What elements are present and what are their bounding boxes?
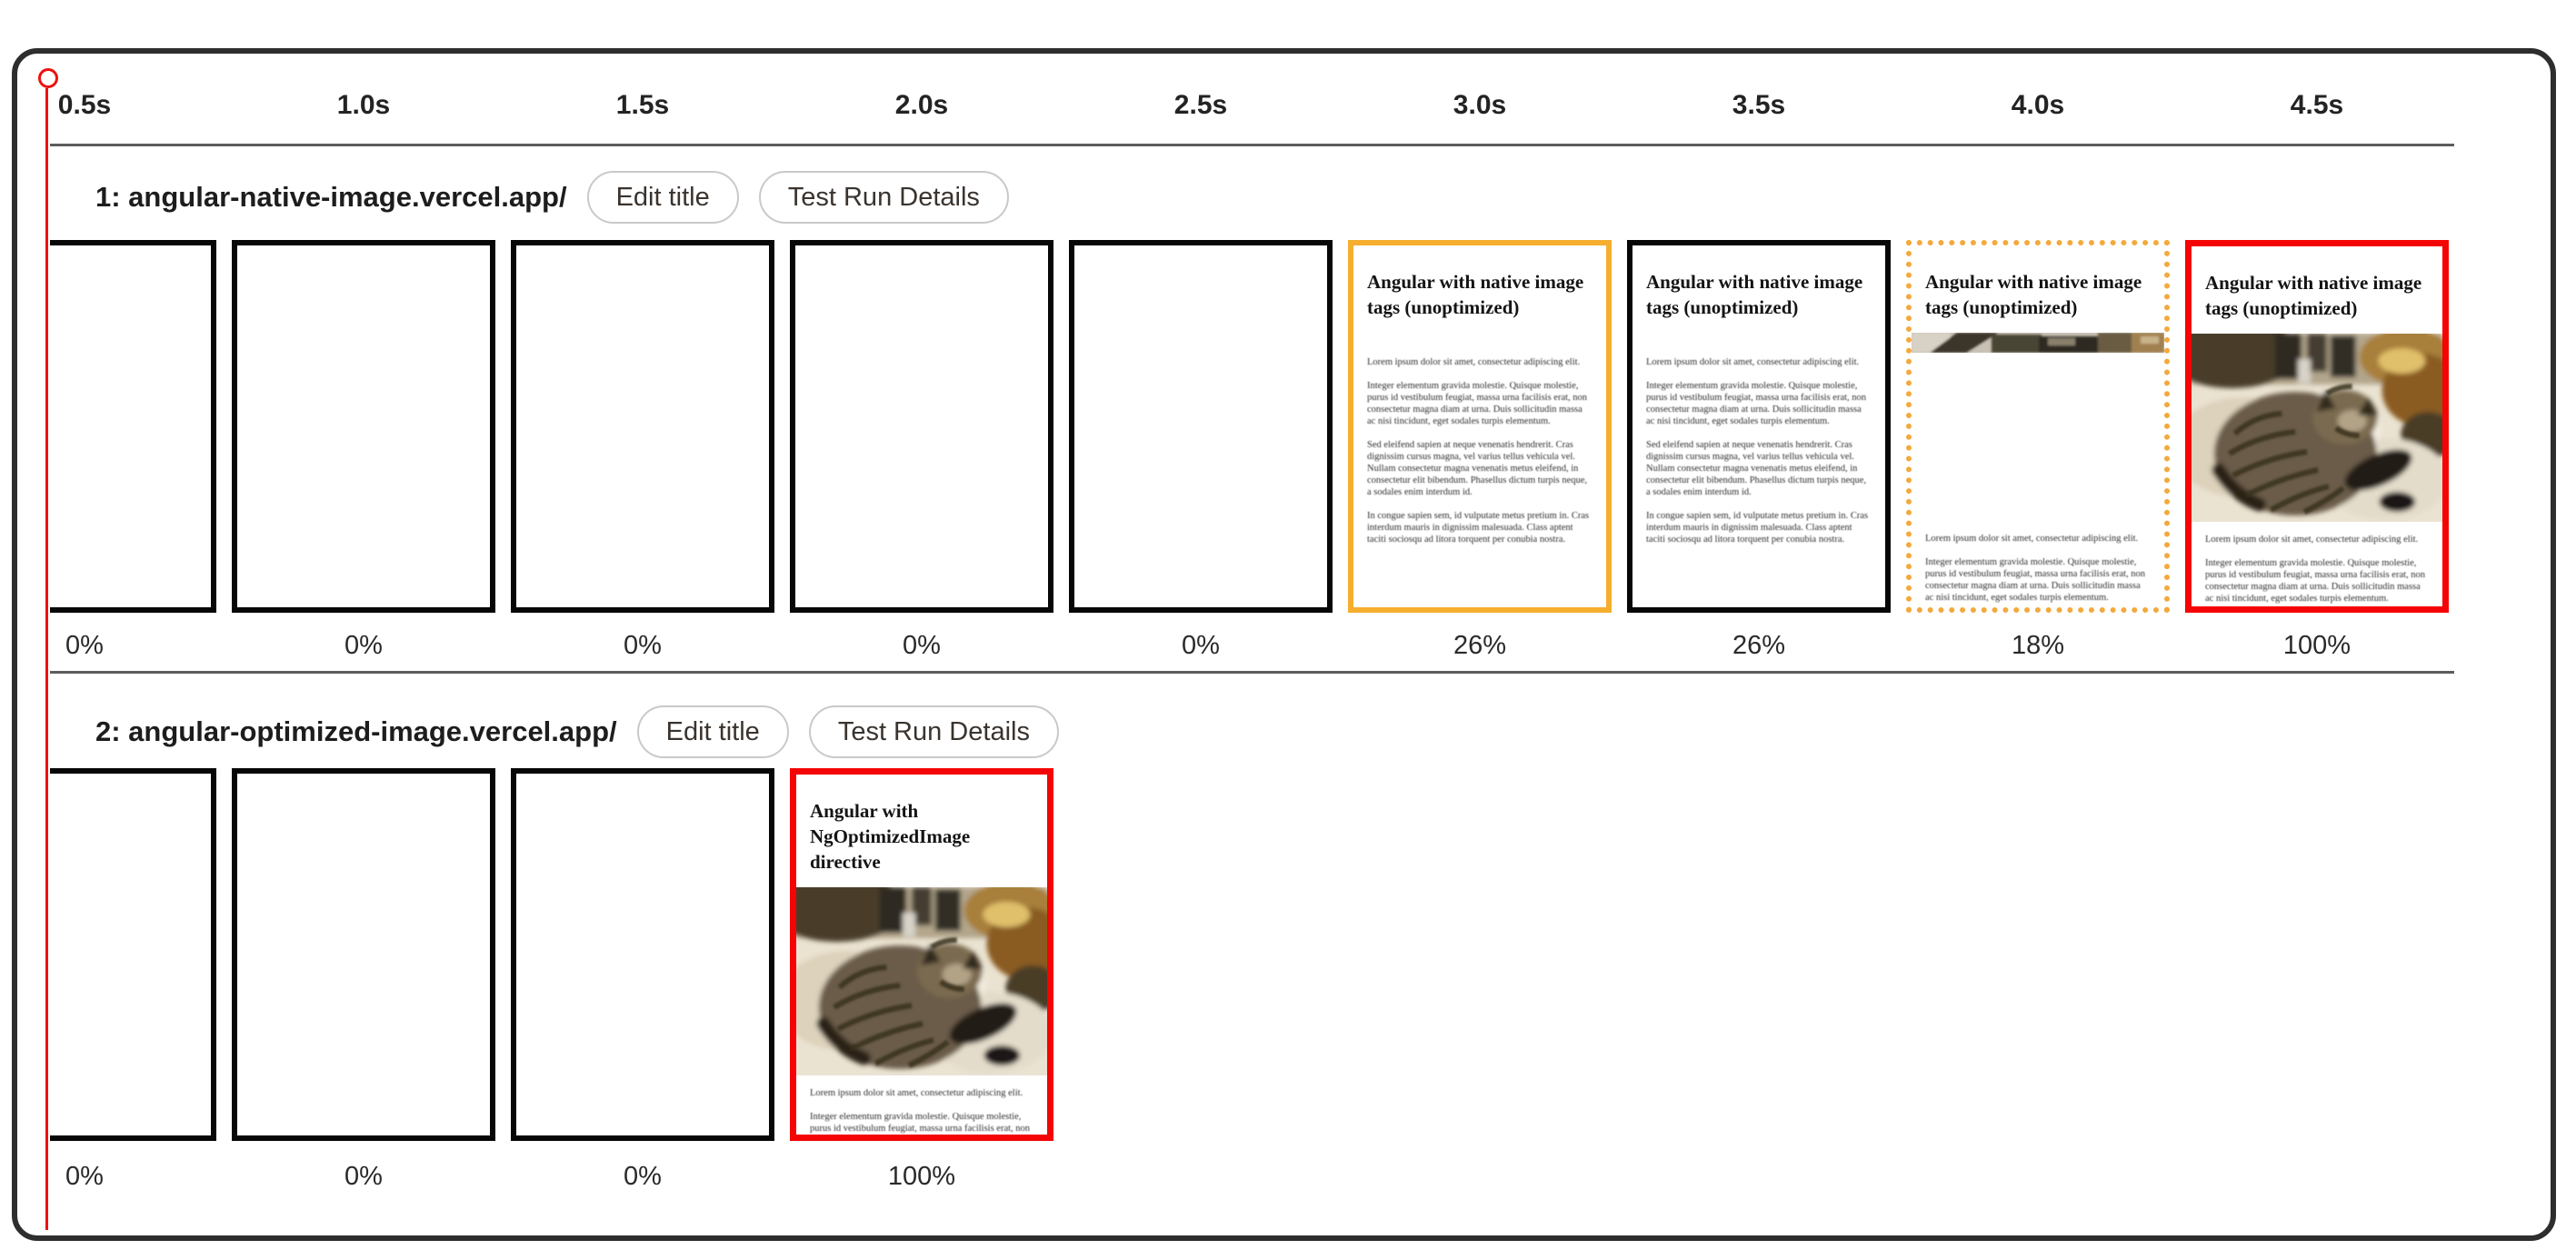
cat-photo [2192,334,2442,522]
thumbnail-heading: Angular with native image tags (unoptimized) [1367,271,1584,318]
thumbnail-heading: Angular with native image tags (unoptimized) [1646,271,1863,318]
thumbnail-paragraph: In congue sapien sem, id vulputate metus pretium in. Cras interdum mauris in dignissim malesuada. Class aptent taciti sociosqu ad litora torquent per conubia nostra. [1646,511,1869,545]
thumbnail-paragraph: Lorem ipsum dolor sit amet, consectetur adipiscing elit. [1367,357,1581,367]
thumbnail-paragraph: Lorem ipsum dolor sit amet, consectetur adipiscing elit. [2205,535,2419,545]
run1-title: 1: angular-native-image.vercel.app/ [95,181,567,213]
thumbnail-paragraph: Sed eleifend sapien at neque venenatis hendrerit. Cras dignissim cursus magna, vel varius tellus vehicula vel. Nullam consectetur magna venenatis metus eleifend, in consectetur elit bibendum. Phasellus dictum turpis neque, a sodales enim interdum id. [1646,440,1867,497]
timeline-axis-line [50,144,2454,146]
visual-progress-label: 26% [1732,631,1786,660]
run2-title: 2: angular-optimized-image.vercel.app/ [95,715,617,747]
time-tick-label: 0.5s [57,90,112,120]
run-separator-line [50,671,2454,674]
filmstrip-frame[interactable] [1627,240,1891,613]
thumbnail-paragraph: Lorem ipsum dolor sit amet, consectetur adipiscing elit. [810,1088,1023,1098]
test-run-details-button[interactable]: Test Run Details [759,171,1009,224]
timeline-cursor-line[interactable] [45,88,48,1230]
visual-progress-label: 0% [624,1162,662,1191]
filmstrip-frame[interactable] [1348,240,1612,613]
thumbnail-paragraph: Sed eleifend sapien at neque venenatis hendrerit. Cras dignissim cursus magna, vel varius tellus vehicula vel. Nullam consectetur magna venenatis metus eleifend, in consectetur elit bibendum. Phasellus dictum turpis neque, a sodales enim interdum id. [1367,440,1588,497]
run1-filmstrip [50,239,2455,615]
filmstrip-frame[interactable] [1069,240,1333,613]
filmstrip-frame[interactable] [511,768,774,1141]
thumbnail-heading: Angular with NgOptimizedImage directive [810,800,971,873]
time-tick-label: 4.0s [2011,90,2065,120]
thumbnail-paragraph: Integer elementum gravida molestie. Quisque molestie, purus id vestibulum feugiat, massa urna facilisis erat, non consectetur magna diam at urna. [810,1112,1031,1141]
thumbnail-paragraph: Integer elementum gravida molestie. Quisque molestie, purus id vestibulum feugiat, massa urna facilisis erat, non consectetur magna diam at urna. Duis sollicitudin massa ac nisi tincidunt, eget sodales turpis elementum. [1646,381,1867,426]
run1-header [95,171,1009,224]
visual-progress-label: 0% [344,1162,383,1191]
filmstrip-frame[interactable] [232,240,495,613]
thumbnail-paragraph: Integer elementum gravida molestie. Quisque molestie, purus id vestibulum feugiat, massa urna facilisis erat, non consectetur magna diam at urna. Duis sollicitudin massa ac nisi tincidunt, eget sodales turpis elementum. [2205,558,2426,604]
filmstrip-frame[interactable] [50,768,216,1141]
visual-progress-label: 0% [65,1162,104,1191]
filmstrip-frame[interactable] [1906,240,2170,613]
thumbnail-paragraph: Integer elementum gravida molestie. Quisque molestie, purus id vestibulum feugiat, massa urna facilisis erat, non consectetur magna diam at urna. Duis sollicitudin massa ac nisi tincidunt, eget sodales turpis elementum. [1367,381,1588,426]
visual-progress-label: 100% [2282,631,2351,660]
run2-header [95,705,1059,758]
visual-progress-label: 0% [624,631,662,660]
thumbnail-paragraph: In congue sapien sem, id vulputate metus pretium in. Cras interdum mauris in dignissim malesuada. Class aptent taciti sociosqu ad litora torquent per conubia nostra. [1367,511,1590,545]
filmstrip-frame[interactable] [50,240,216,613]
thumbnail-heading: Angular with native image tags (unoptimized) [2205,272,2422,319]
thumbnail-paragraph: Lorem ipsum dolor sit amet, consectetur adipiscing elit. [1925,534,2139,544]
visual-progress-label: 0% [903,631,941,660]
filmstrip-frame[interactable] [790,768,1053,1141]
time-tick-label: 3.0s [1453,90,1507,120]
visual-progress-label: 26% [1453,631,1507,660]
filmstrip-frame[interactable] [2185,240,2449,613]
edit-title-button[interactable]: Edit title [637,705,789,758]
timeline-cursor-handle[interactable] [38,68,58,88]
visual-progress-label: 100% [887,1162,956,1191]
thumbnail-paragraph: Lorem ipsum dolor sit amet, consectetur adipiscing elit. [1646,357,1860,367]
time-tick-label: 1.5s [615,90,670,120]
test-run-details-button[interactable]: Test Run Details [809,705,1059,758]
thumbnail-paragraph: Integer elementum gravida molestie. Quisque molestie, purus id vestibulum feugiat, massa urna facilisis erat, non consectetur magna diam at urna. Duis sollicitudin massa ac nisi tincidunt, eget sodales turpis elementum. [1925,557,2146,603]
cat-photo [796,887,1047,1075]
filmstrip-frame[interactable] [511,240,774,613]
time-tick-label: 2.5s [1173,90,1228,120]
filmstrip-frame[interactable] [790,240,1053,613]
edit-title-button[interactable]: Edit title [587,171,739,224]
time-tick-label: 2.0s [894,90,949,120]
thumbnail-heading: Angular with native image tags (unoptimized) [1925,271,2142,318]
visual-progress-label: 0% [1182,631,1220,660]
visual-progress-label: 0% [344,631,383,660]
run2-filmstrip [50,767,2455,1144]
time-tick-label: 3.5s [1732,90,1786,120]
visual-progress-label: 18% [2011,631,2065,660]
filmstrip-frame[interactable] [232,768,495,1141]
time-tick-label: 1.0s [336,90,391,120]
visual-progress-label: 0% [65,631,104,660]
partial-image-strip [1912,333,2164,521]
time-tick-label: 4.5s [2290,90,2344,120]
